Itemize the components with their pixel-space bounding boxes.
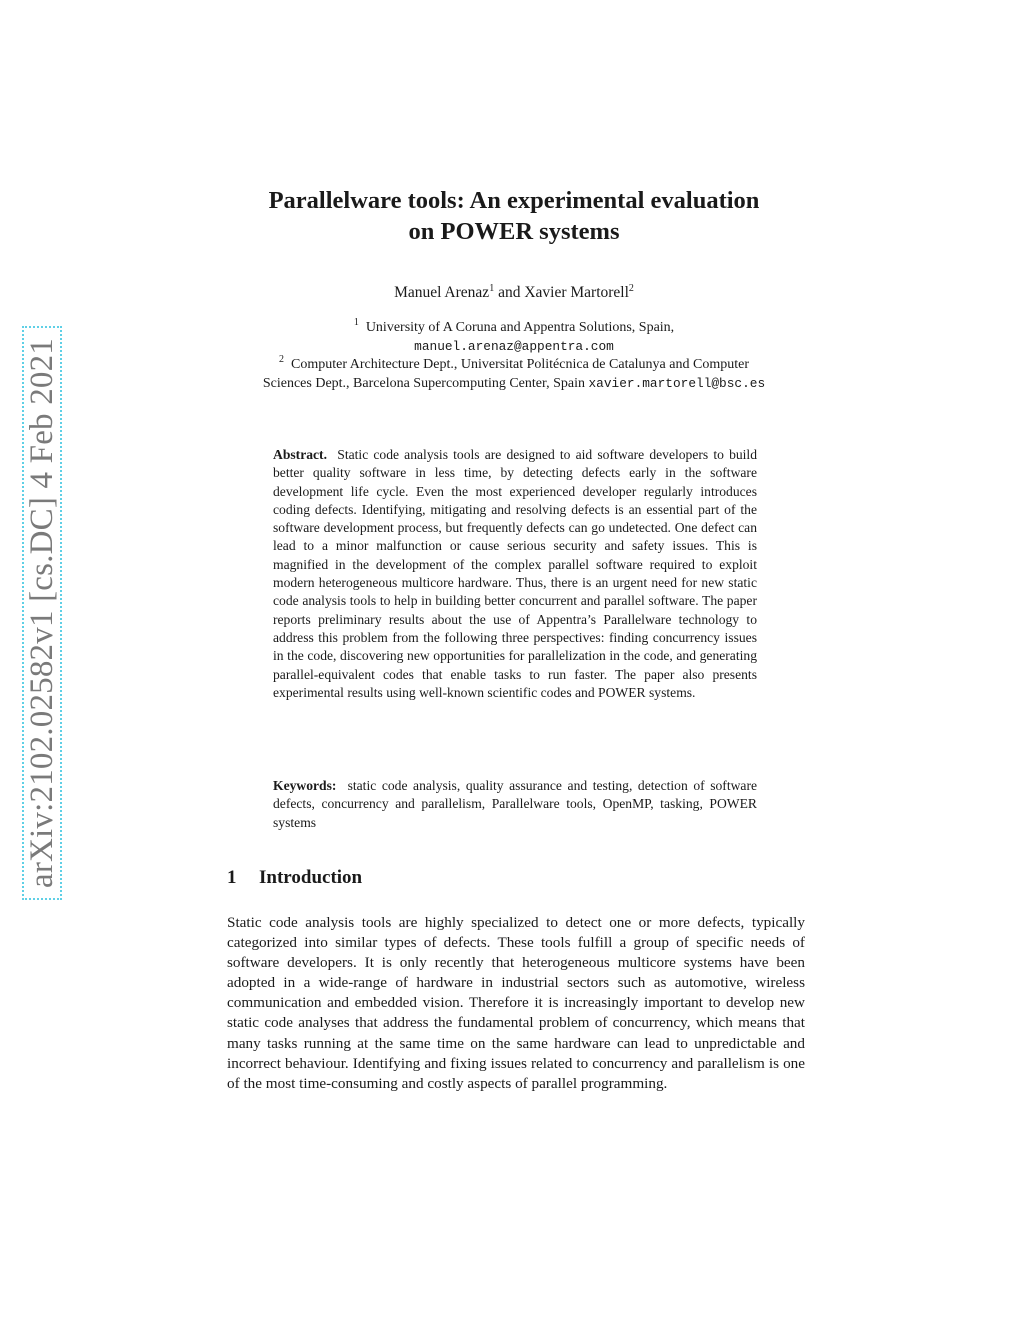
email-link[interactable]: xavier.martorell@bsc.es bbox=[588, 375, 766, 391]
keywords-label: Keywords: bbox=[273, 778, 337, 793]
affiliation-2-text-cont: Sciences Dept., Barcelona Supercomputing Center, Spain bbox=[262, 375, 585, 391]
abstract-text: Static code analysis tools are designed to aid software developers to build better quality software in less time, by detecting defects early in the software development life cycle. Even the most experienced developer regularly introduces coding defects. Identifying, mitigating and resolving defects is an essential part of the software development process, but frequently defects can go undetected. One defect can lead to a minor malfunction or cause serious security and safety issues. This is magnified in the development of the complex parallel software required to exploit modern heterogeneous multicore hardware. Thus, there is an urgent need for new static code analysis tools to help in building better concurrent and parallel software. The paper reports preliminary results about the use of Appentra’s Parallelware technology to address this problem from the following three perspectives: finding concurrency issues in the code, discovering new opportunities for parallelization in the code, and generating parallel-equivalent codes that enable tasks to run faster. The paper also presents experimental results using well-known scientific codes and POWER systems. bbox=[273, 447, 758, 700]
paper-title bbox=[212, 185, 816, 247]
section-heading bbox=[227, 867, 362, 889]
affiliation-2-cont bbox=[212, 375, 816, 394]
affiliation-2-text: Computer Architecture Dept., Universitat Politécnica de Catalunya and Computer bbox=[291, 357, 749, 372]
affiliation-1-email-line bbox=[212, 338, 816, 357]
affiliation-mark: 1 bbox=[353, 317, 359, 328]
paper-title-line-1: Parallelware tools: An experimental evaluation bbox=[268, 187, 760, 214]
author-list bbox=[212, 284, 816, 302]
affiliation-1 bbox=[212, 319, 816, 338]
affiliation-mark: 2 bbox=[279, 354, 284, 365]
keywords bbox=[273, 777, 757, 832]
affiliations bbox=[212, 319, 816, 393]
abstract bbox=[273, 446, 757, 702]
section-number: 1 bbox=[227, 867, 237, 888]
affiliation-1-text: University of A Coruna and Appentra Solutions, Spain, bbox=[365, 320, 675, 335]
body-paragraph: Static code analysis tools are highly specialized to detect one or more defects, typically categorized into similar types of defects. These tools fulfill a group of specific needs of software developers. It is only recently that heterogeneous multicore systems have been adopted in a wide-range of hardware in industrial sectors such as automotive, wireless communication and embedded vision. Therefore it is increasingly important to develop new static code analyses that address the fundamental problem of concurrency, which means that many tasks running at the same time on the same hardware can lead to unpredictable and incorrect behaviour. Identifying and fixing issues related to concurrency and parallelism is one of the most time-consuming and costly aspects of parallel programming. bbox=[227, 914, 805, 1092]
arxiv-identifier[interactable]: arXiv:2102.02582v1 [cs.DC] 4 Feb 2021 bbox=[24, 338, 60, 889]
author-name: Xavier Martorell bbox=[524, 284, 629, 301]
author-name: Manuel Arenaz bbox=[394, 284, 490, 301]
paper-title-line-2: on POWER systems bbox=[408, 218, 620, 245]
affiliation-2 bbox=[212, 356, 816, 375]
section-title: Introduction bbox=[259, 867, 363, 888]
email-link[interactable]: manuel.arenaz@appentra.com bbox=[414, 338, 614, 354]
author-affiliation-mark: 1 bbox=[489, 283, 495, 294]
author-conjunction: and bbox=[494, 284, 525, 301]
author-affiliation-mark: 2 bbox=[628, 283, 634, 294]
keywords-text: static code analysis, quality assurance and testing, detection of software defects, concurrency and parallelism, Parallelware tools, OpenMP, tasking, POWER systems bbox=[273, 778, 758, 830]
abstract-label: Abstract. bbox=[273, 447, 327, 462]
